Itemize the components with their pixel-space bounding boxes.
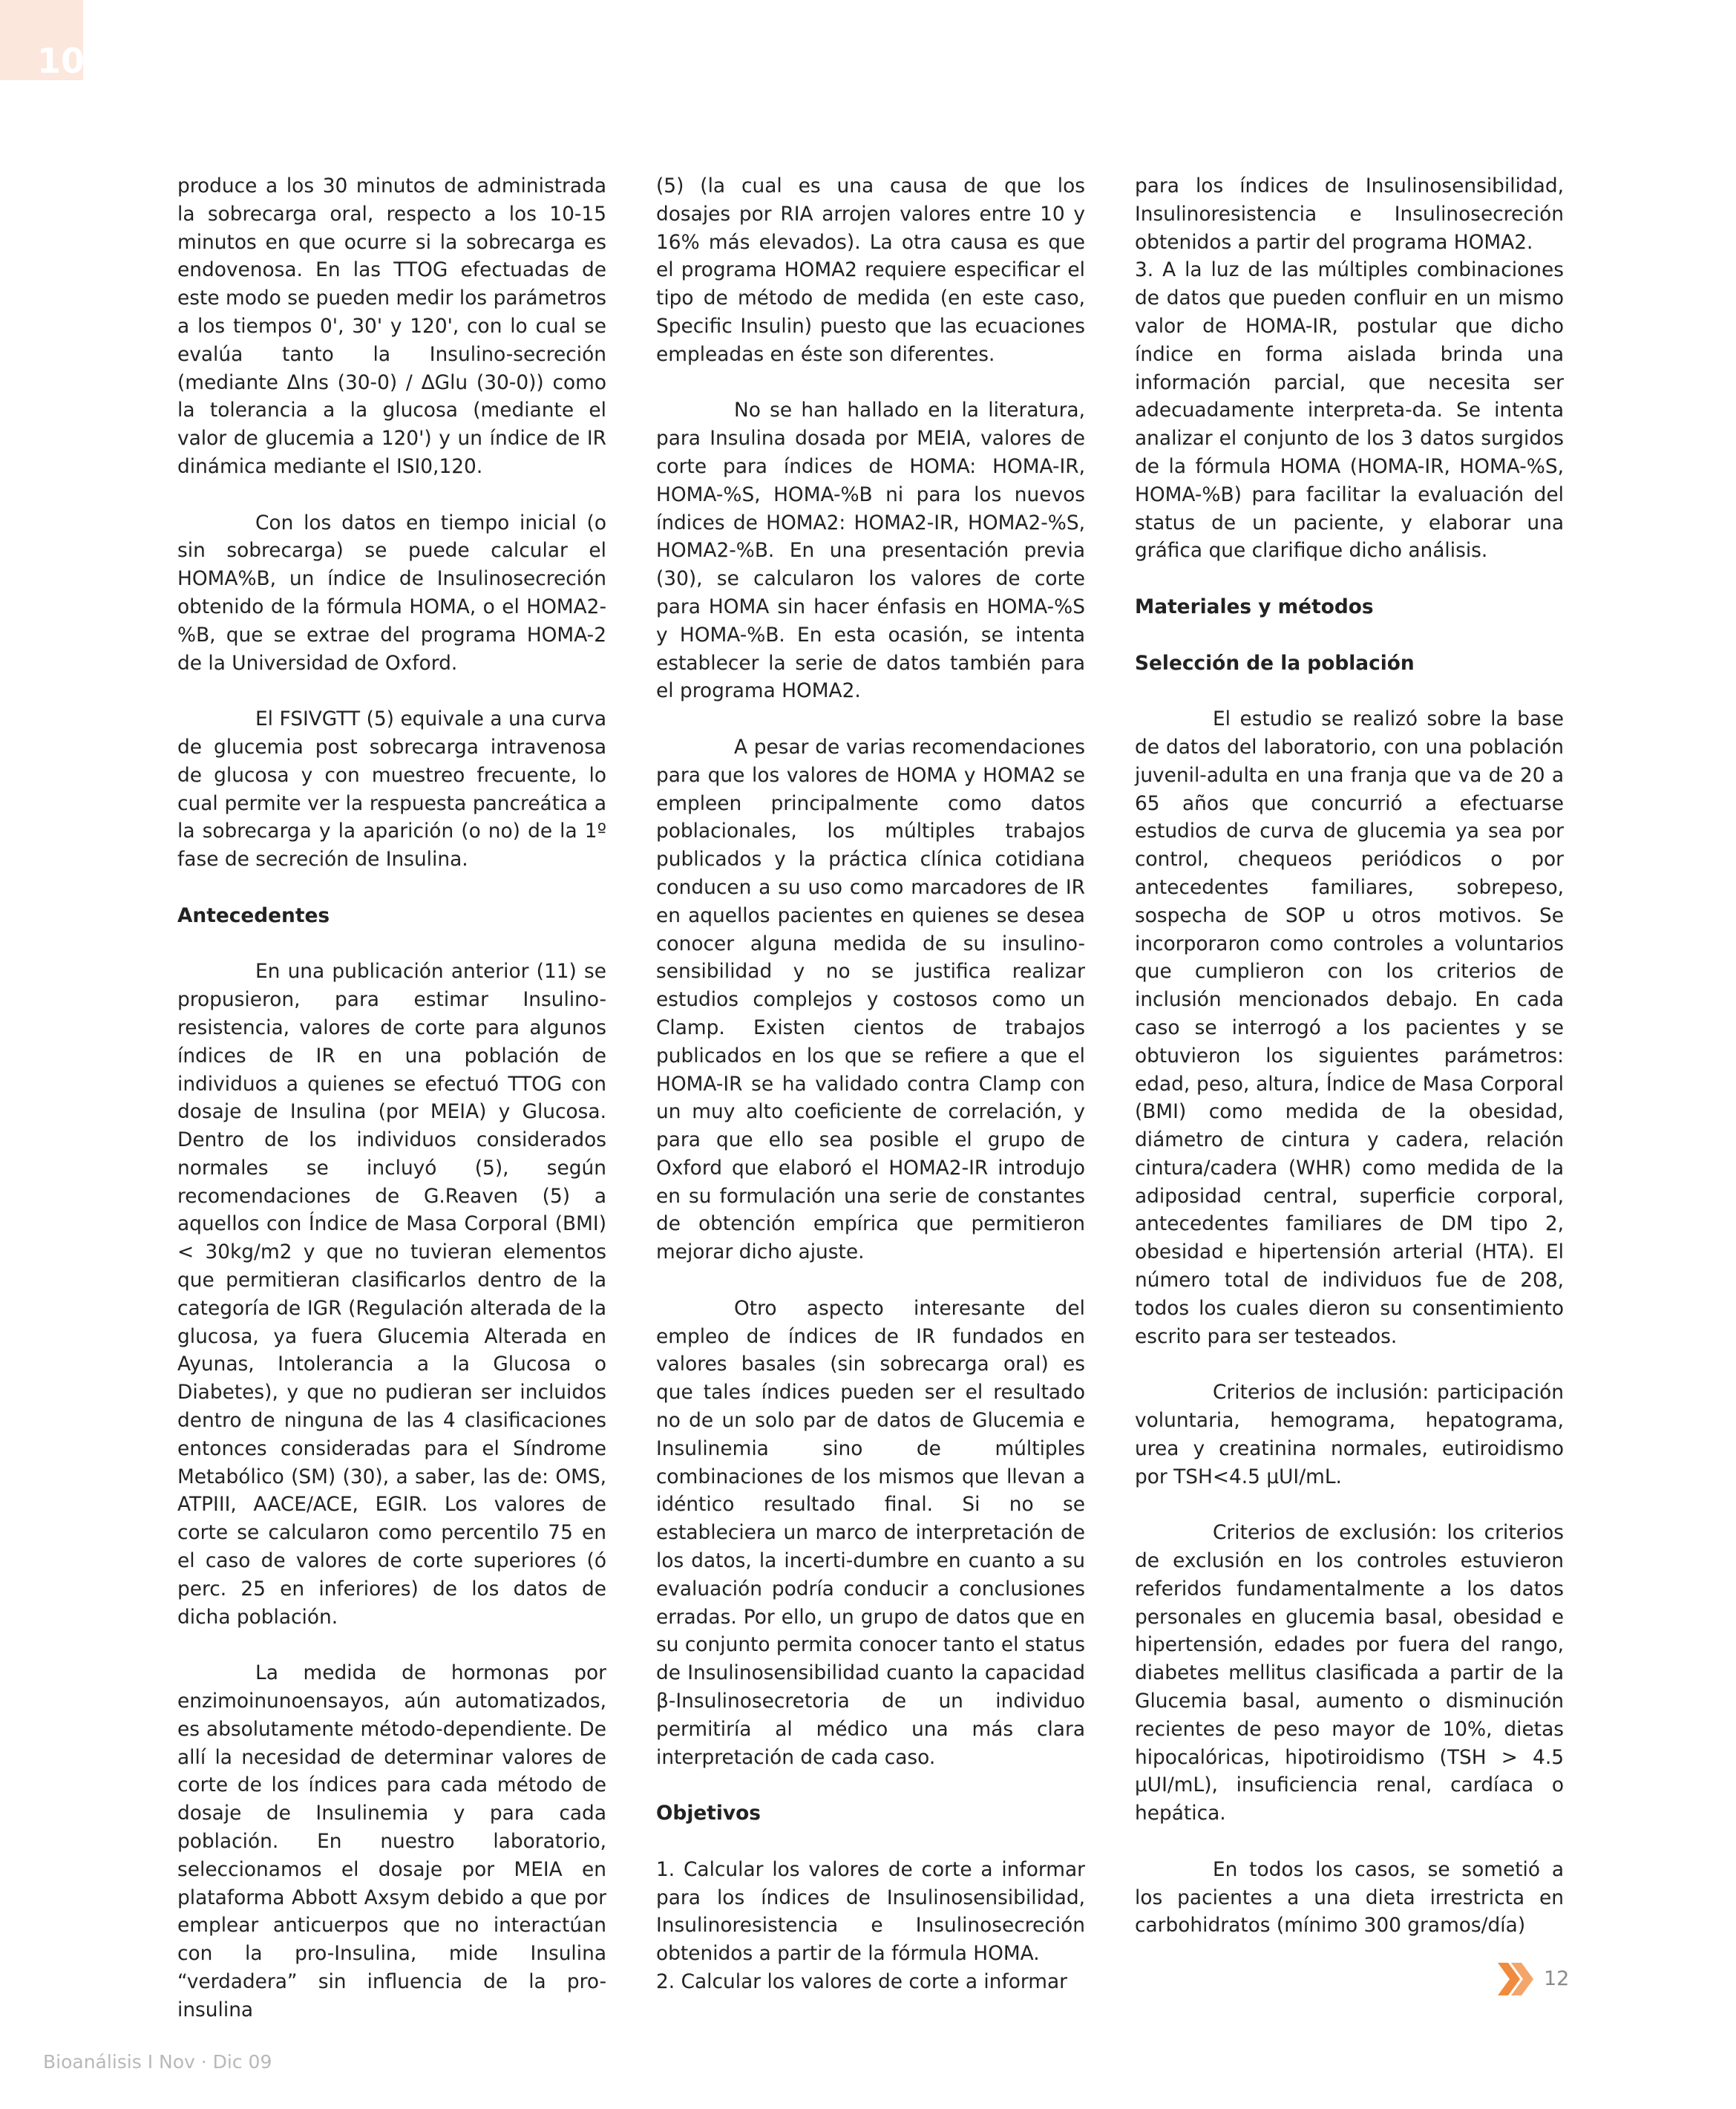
page-number: 12: [1544, 1967, 1570, 1990]
footer-publication: Bioanálisis I Nov · Dic 09: [43, 2051, 272, 2073]
paragraph: El estudio se realizó sobre la base de datos del laboratorio, con una población juvenil-adulta en una franja que va de 20 a 65 años que concurrió a efectuarse estudios de curva de glucemia ya sea por control, chequeos periódicos o por antecedentes familiares, sobrepeso, sospecha de SOP u otros motivos. Se incorporaron como controles a voluntarios que cumplieron con los criterios de inclusión mencionados debajo. En cada caso se interrogó a los pacientes y se obtuvieron los siguientes parámetros: edad, peso, altura, Índice de Masa Corporal (BMI) como medida de la obesidad, diámetro de cintura y cadera, relación cintura/cadera (WHR) como medida de la adiposidad central, superficie corporal, antecedentes familiares de DM tipo 2, obesidad e hipertensión arterial (HTA). El número total de individuos fue de 208, todos los cuales dieron su consentimiento escrito para ser testeados.: [1135, 707, 1564, 1348]
page-tab: [0, 0, 83, 80]
paragraph: No se han hallado en la literatura, para Insulina dosada por MEIA, valores de corte para índices de HOMA: HOMA-IR, HOMA-%S, HOMA-%B ni para los nuevos índices de HOMA2: HOMA2-IR, HOMA2-%S, HOMA2-%B. En una presentación previa (30), se calcularon los valores de corte para HOMA sin hacer énfasis en HOMA-%S y HOMA-%B. En esta ocasión, se intenta establecer la serie de datos también para el programa HOMA2.: [656, 399, 1085, 703]
column-3: [1135, 172, 1564, 1940]
paragraph: En una publicación anterior (11) se propusieron, para estimar Insulino-resistencia, valores de corte para algunos índices de IR en una población de individuos a quienes se efectuó TTOG con dosaje de Insulina (por MEIA) y Glucosa. Dentro de los individuos considerados normales se incluyó (5), según recomendaciones de G.Reaven (5) a aquellos con Índice de Masa Corporal (BMI) < 30kg/m2 y que no tuvieran elementos que permitieran clasificarlos dentro de la categoría de IGR (Regulación alterada de la glucosa, ya fuera Glucemia Alterada en Ayunas, Intolerancia a la Glucosa o Diabetes), y que no pudieran ser incluidos dentro de ninguna de las 4 clasificaciones entonces consideradas para el Síndrome Metabólico (SM) (30), a saber, las de: OMS, ATPIII, AACE/ACE, EGIR. Los valores de corte se calcularon como percentilo 75 en el caso de valores de corte superiores (ó perc. 25 en inferiores) de los datos de dicha población.: [177, 960, 606, 1629]
paragraph: Criterios de inclusión: participación voluntaria, hemograma, hepatograma, urea y creatinina normales, eutiroidismo por TSH<4.5 µUI/mL.: [1135, 1381, 1564, 1488]
objective-item: 1. Calcular los valores de corte a informar para los índices de Insulinosensibilidad, Insulinoresistencia e Insulinosecreción obtenidos a partir de la fórmula HOMA.: [656, 1857, 1085, 1966]
paragraph: El FSIVGTT (5) equivale a una curva de glucemia post sobrecarga intravenosa de glucosa y con muestreo frecuente, lo cual permite ver la respuesta pancreática a la sobrecarga y la aparición (o no) de la 1º fase de secreción de Insulina.: [177, 707, 606, 872]
section-heading-seleccion: Selección de la población: [1135, 651, 1415, 675]
tab-number: 10: [37, 41, 85, 81]
column-2: [656, 172, 1085, 1996]
paragraph: (5) (la cual es una causa de que los dosajes por RIA arrojen valores entre 10 y 16% más elevados). La otra causa es que el programa HOMA2 requiere especificar el tipo de método de medida (en este caso, Specific Insulin) puesto que las ecuaciones empleadas en éste son diferentes.: [656, 174, 1085, 366]
paragraph: La medida de hormonas por enzimoinunoensayos, aún automatizados, es absolutamente método-dependiente. De allí la necesidad de determinar valores de corte de los índices para cada método de dosaje de Insulinemia y para cada población. En nuestro laboratorio, seleccionamos el dosaje por MEIA en plataforma Abbott Axsym debido a que por emplear anticuerpos que no interactúan con la pro-Insulina, mide Insulina “verdadera” sin influencia de la pro-insulina: [177, 1661, 606, 2021]
paragraph: 3. A la luz de las múltiples combinaciones de datos que pueden confluir en un mismo valor de HOMA-IR, postular que dicho índice en forma aislada brinda una información parcial, que necesita ser adecuadamente interpreta-da. Se intenta analizar el conjunto de los 3 datos surgidos de la fórmula HOMA (HOMA-IR, HOMA-%S, HOMA-%B) para facilitar la evaluación del status de un paciente, y elaborar una gráfica que clarifique dicho análisis.: [1135, 258, 1564, 563]
paragraph: produce a los 30 minutos de administrada la sobrecarga oral, respecto a los 10-15 minutos en que ocurre si la sobrecarga es endovenosa. En las TTOG efectuadas de este modo se pueden medir los parámetros a los tiempos 0', 30' y 120', con lo cual se evalúa tanto la Insulino-secreción (mediante ΔIns (30-0) / ΔGlu (30-0)) como la tolerancia a la glucosa (mediante el valor de glucemia a 120') y un índice de IR dinámica mediante el ISI0,120.: [177, 174, 606, 478]
column-1: [177, 172, 606, 2024]
page-number-block: [1498, 1961, 1579, 1997]
section-heading-materiales: Materiales y métodos: [1135, 595, 1374, 618]
paragraph: Con los datos en tiempo inicial (o sin sobrecarga) se puede calcular el HOMA%B, un índice de Insulinosecreción obtenido de la fórmula HOMA, o el HOMA2-%B, que se extrae del programa HOMA-2 de la Universidad de Oxford.: [177, 511, 606, 675]
paragraph: Criterios de exclusión: los criterios de exclusión en los controles estuvieron referidos fundamentalmente a los datos personales en glucemia basal, obesidad e hipertensión, edades por fuera del rango, diabetes mellitus clasificada a partir de la Glucemia basal, aumento o disminución recientes de peso mayor de 10%, dietas hipocalóricas, hipotiroidismo (TSH > 4.5 µUI/mL), insuficiencia renal, cardíaca o hepática.: [1135, 1521, 1564, 1825]
paragraph: Otro aspecto interesante del empleo de índices de IR fundados en valores basales (sin sobrecarga oral) es que tales índices pueden ser el resultado no de un solo par de datos de Glucemia e Insulinemia sino de múltiples combinaciones de los mismos que llevan a idéntico resultado final. Si no se estableciera un marco de interpretación de los datos, la incerti-dumbre en cuanto a su evaluación podría conducir a conclusiones erradas. Por ello, un grupo de datos que en su conjunto permita conocer tanto el status de Insulinosensibilidad cuanto la capacidad β-Insulinosecretoria de un individuo permitiría al médico una más clara interpretación de cada caso.: [656, 1296, 1085, 1769]
double-chevron-icon: [1498, 1961, 1539, 1997]
paragraph: A pesar de varias recomendaciones para que los valores de HOMA y HOMA2 se empleen principalmente como datos poblacionales, los múltiples trabajos publicados y la práctica clínica cotidiana conducen a su uso como marcadores de IR en aquellos pacientes en quienes se desea conocer alguna medida de su insulino-sensibilidad y no se justifica realizar estudios complejos y costosos como un Clamp. Existen cientos de trabajos publicados en los que se refiere a que el HOMA-IR se ha validado contra Clamp con un muy alto coeficiente de correlación, y para que ello sea posible el grupo de Oxford que elaboró el HOMA2-IR introdujo en su formulación una serie de constantes de obtención empírica que permitieron mejorar dicho ajuste.: [656, 735, 1085, 1264]
objective-item: 2. Calcular los valores de corte a informar: [656, 1970, 1068, 1993]
section-heading-antecedentes: Antecedentes: [177, 903, 330, 927]
paragraph: para los índices de Insulinosensibilidad, Insulinoresistencia e Insulinosecreción obtenidos a partir del programa HOMA2.: [1135, 174, 1564, 254]
section-heading-objetivos: Objetivos: [656, 1802, 761, 1825]
paragraph: En todos los casos, se sometió a los pacientes a una dieta irrestricta en carbohidratos (mínimo 300 gramos/día): [1135, 1857, 1564, 1938]
